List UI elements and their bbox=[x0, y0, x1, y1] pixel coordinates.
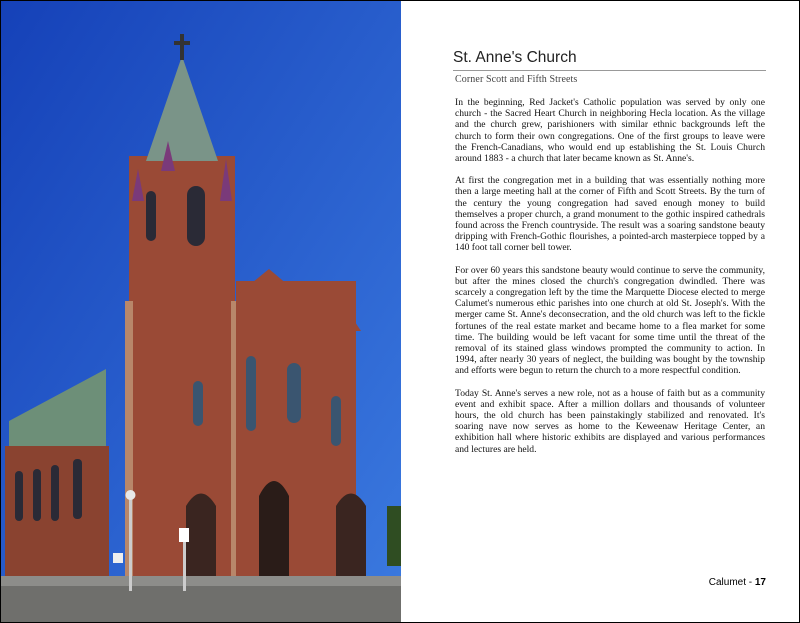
page-number: 17 bbox=[754, 577, 766, 588]
paragraph: At first the congregation met in a building that was essentially nothing more then a large meeting hall at the corner of Fifth and Scott Streets. By the turn of the century the young congregation had saved enough money to build themselves a proper church, a grand monument to the gothic inspired cathedrals found across the French countryside. The result was a soaring sandstone beauty dripping with French-Gothic flourishes, a pointed-arch masterpiece topped by a 140 foot tall corner bell tower. bbox=[455, 175, 765, 254]
church-photo bbox=[1, 1, 401, 622]
page-title: St. Anne's Church bbox=[453, 49, 577, 66]
page-footer bbox=[709, 577, 766, 588]
text-page bbox=[401, 1, 799, 622]
title-divider bbox=[453, 70, 766, 71]
article-body bbox=[455, 97, 765, 466]
page-subtitle: Corner Scott and Fifth Streets bbox=[455, 74, 578, 85]
paragraph: For over 60 years this sandstone beauty would continue to serve the community, but after the mines closed the church's congregation dwindled. There was scarcely a congregation left by the time the Marquette Diocese elected to merge Calumet's numerous ethic parishes into one church at old St. Joseph's. With the merger came St. Anne's deconsecration, and the old church was left to the fickle fortunes of the real estate market and became home to a flea market for some time. The building would be left vacant for some time until the threat of the removal of its stained glass windows prompted the community to action. In 1994, after nearly 30 years of neglect, the building was bought by the township and efforts were begun to return the church to a more respectful condition. bbox=[455, 264, 765, 377]
footer-section: Calumet - bbox=[708, 577, 755, 588]
church-illustration bbox=[1, 1, 401, 622]
paragraph: Today St. Anne's serves a new role, not as a house of faith but as a community event and exhibit space. After a million dollars and thousands of volunteer hours, the old church has been painstakingly stabilized and renovated. It's soaring nave now serves as home to the Keweenaw Heritage Center, an exhibition hall where historic exhibits are displayed and various performances and lectures are held. bbox=[455, 387, 765, 455]
paragraph: In the beginning, Red Jacket's Catholic population was served by only one church - the Sacred Heart Church in neighboring Hecla location. As the village and the church grew, parishioners with similar ethnic backgrounds left the church to form their own congregations. One of the first groups to leave were the French-Canadians, who would end up establishing the St. Louis Church around 1883 - a church that later became known as St. Anne's. bbox=[455, 97, 765, 165]
